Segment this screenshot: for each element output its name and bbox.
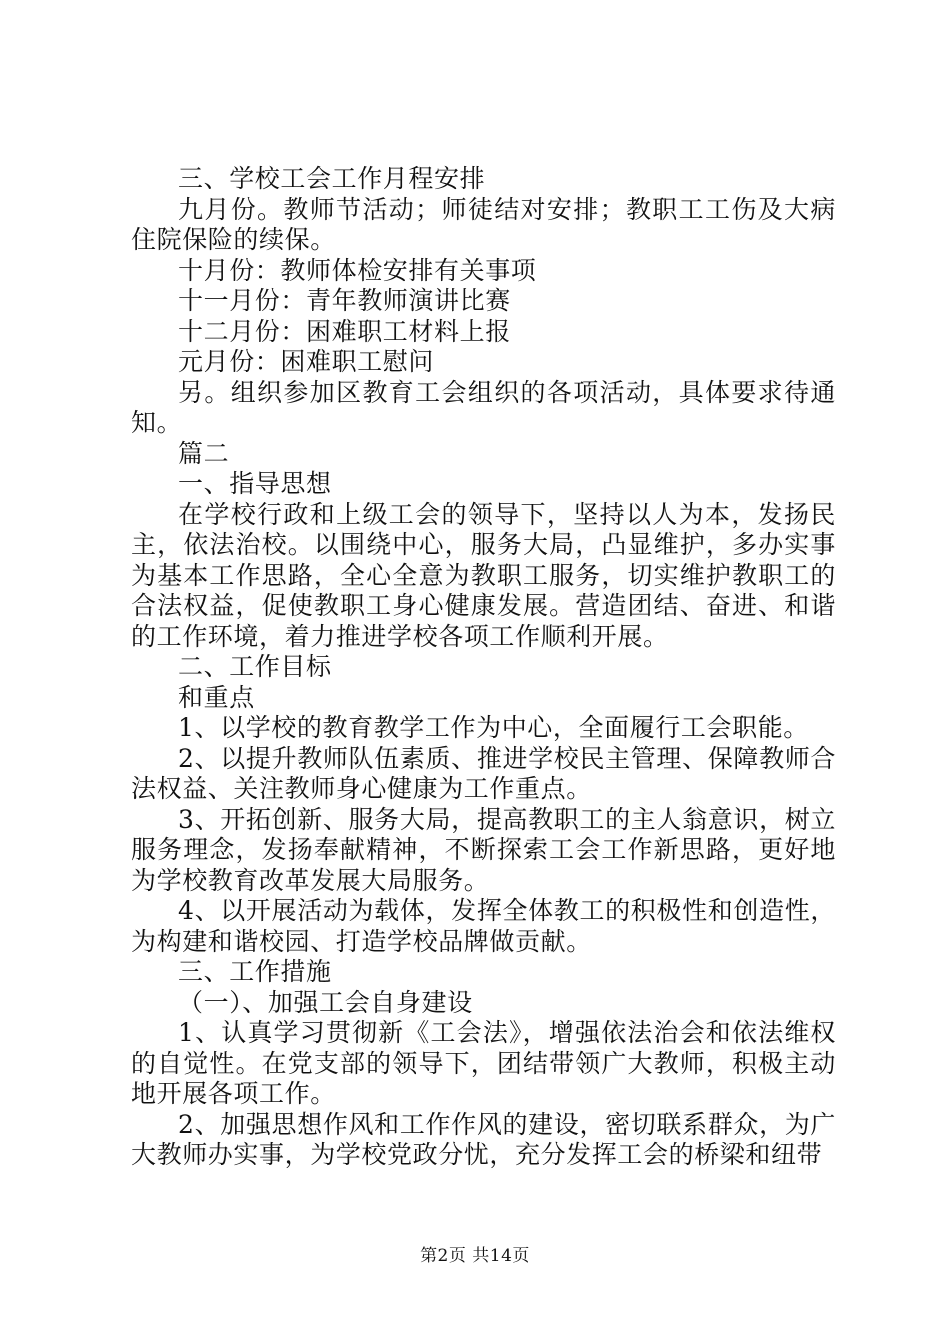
paragraph: 和重点 <box>178 682 255 712</box>
paragraph: （一）、加强工会自身建设 <box>178 987 473 1017</box>
paragraph: 十月份：教师体检安排有关事项 <box>178 255 537 285</box>
paragraph: 三、学校工会工作月程安排 <box>178 164 486 193</box>
paragraph: 2、以提升教师队伍素质、推进学校民主管理、保障教师合法权益、关注教师身心健康为工作重点。 <box>131 743 836 803</box>
paragraph: 元月份：困难职工慰问 <box>178 347 435 376</box>
paragraph: 九月份。教师节活动；师徒结对安排；教职工工伤及大病住院保险的续保。 <box>131 194 836 254</box>
paragraph: 十一月份：青年教师演讲比赛 <box>178 286 511 315</box>
paragraph: 在学校行政和上级工会的领导下，坚持以人为本，发扬民主，依法治校。以围绕中心，服务大局，凸显维护，多办实事为基本工作思路，全心全意为教职工服务，切实维护教职工的合法权益，促使教职工身心健康发展。营造团结、奋进、和谐的工作环境，着力推进学校各项工作顺利开展。 <box>131 499 836 651</box>
document-body <box>131 164 836 1171</box>
paragraph: 三、工作措施 <box>178 957 332 986</box>
paragraph: 篇二 <box>178 438 230 468</box>
paragraph: 3、开拓创新、服务大局，提高教职工的主人翁意识，树立服务理念，发扬奉献精神，不断探索工会工作新思路，更好地为学校教育改革发展大局服务。 <box>131 804 836 895</box>
paragraph: 4、以开展活动为载体，发挥全体教工的积极性和创造性，为构建和谐校园、打造学校品牌做贡献。 <box>131 896 836 956</box>
paragraph: 另。组织参加区教育工会组织的各项活动，具体要求待通知。 <box>131 377 836 437</box>
paragraph: 1、以学校的教育教学工作为中心，全面履行工会职能。 <box>178 713 809 742</box>
paragraph: 一、指导思想 <box>178 469 332 498</box>
paragraph: 1、认真学习贯彻新《工会法》，增强依法治会和依法维权的自觉性。在党支部的领导下，团结带领广大教师，积极主动地开展各项工作。 <box>131 1018 836 1108</box>
paragraph: 2、加强思想作风和工作作风的建设，密切联系群众，为广大教师办实事，为学校党政分忧，充分发挥工会的桥梁和纽带 <box>131 1109 836 1169</box>
page-number-footer: 第2页 共14页 <box>420 1246 530 1266</box>
paragraph: 十二月份：困难职工材料上报 <box>178 316 511 346</box>
paragraph: 二、工作目标 <box>178 652 332 681</box>
